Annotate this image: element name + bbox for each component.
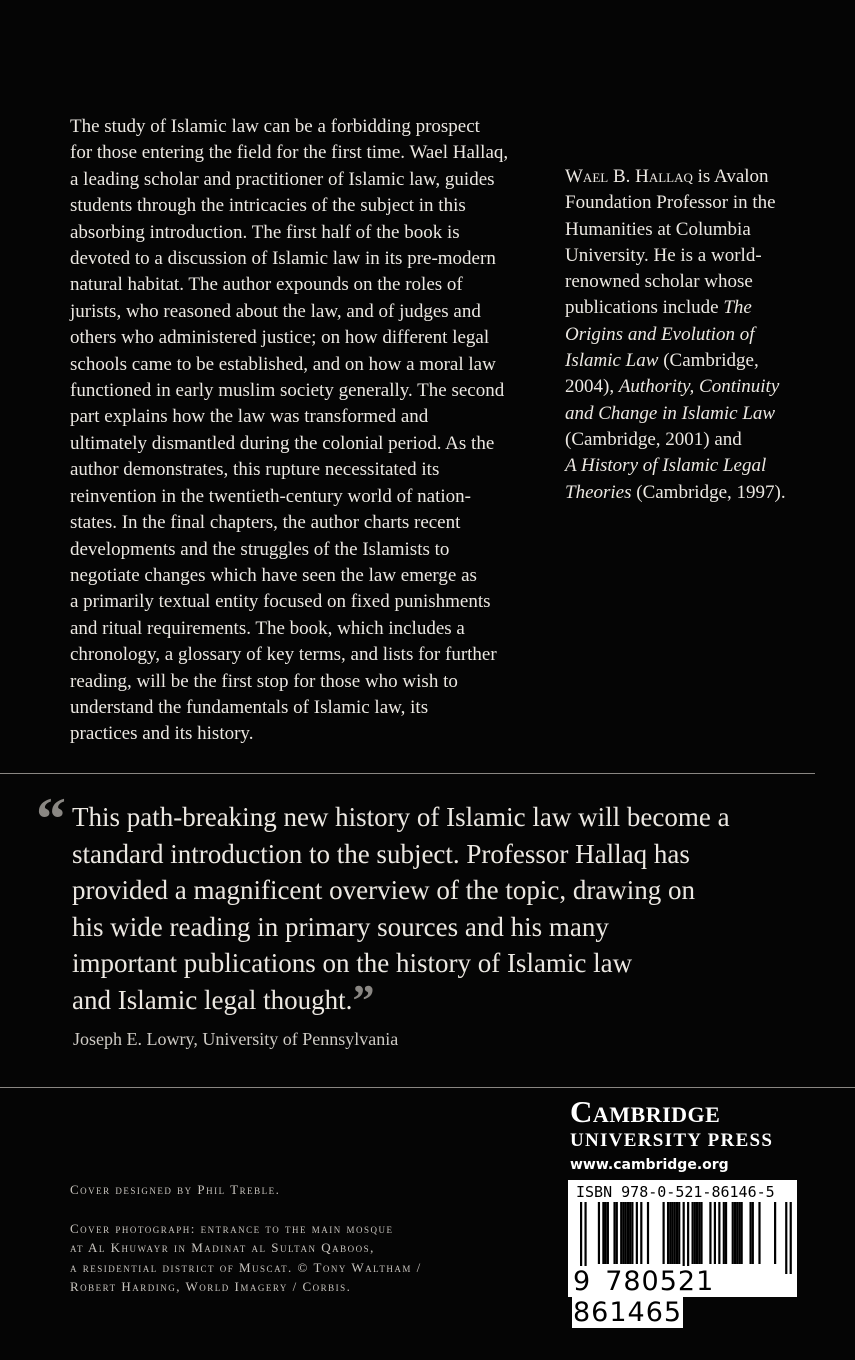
bio-text: is Avalon [692,166,769,187]
barcode-bar [732,1202,734,1264]
blurb-line: ultimately dismantled during the colonial period. As the [70,432,495,454]
blurb-line: developments and the struggles of the Islamists to [70,538,450,560]
publisher-sub: UNIVERSITY PRESS [570,1130,774,1151]
barcode-bar [629,1202,631,1264]
blurb-line: The study of Islamic law can be a forbidding prospect [70,116,480,137]
blurb-line: jurists, who reasoned about the law, and of judges and [70,300,481,322]
isbn-barcode [568,1180,797,1328]
barcode-bar [752,1202,754,1264]
close-quote-icon: ” [352,975,375,1025]
ean-left: 780521 [605,1266,715,1297]
blurb-line: chronology, a glossary of key terms, and lists for further [70,644,497,666]
barcode-bar [622,1202,624,1264]
divider-bottom [0,1087,855,1088]
barcode-bar [620,1202,622,1264]
bio-line [565,348,855,374]
quote-line: his wide reading in primary sources and his many [72,911,609,942]
bio-line [565,164,855,190]
bio-text: (Cambridge, [658,350,759,372]
blurb-line: absorbing introduction. The first half of the book is [70,221,460,243]
blurb-line: natural habitat. The author expounds on the roles of [70,274,463,296]
ean-right: 861465 [573,1297,683,1328]
blurb-line: negotiate changes which have seen the law emerge as [70,564,477,586]
open-quote-icon: “ [36,786,66,852]
barcode-bar [725,1202,727,1264]
blurb-line: students through the intricacies of the subject in this [70,195,466,217]
cover-credits [70,1180,422,1297]
barcode-bar [694,1202,696,1264]
quote-line: provided a magnificent overview of the topic, drawing on [72,875,696,906]
barcode-bar [616,1202,618,1264]
bio-line [565,190,855,216]
barcode-bar [674,1202,676,1264]
book-title: A History of Islamic Legal [565,455,767,477]
barcode-bars [580,1202,792,1274]
barcode-bar [613,1202,615,1264]
blurb-line: schools came to be established, and on how a moral law [70,353,496,375]
blurb-line: devoted to a discussion of Islamic law in its pre-modern [70,248,496,270]
barcode-bar [683,1202,685,1274]
quote-line: This path-breaking new history of Islamic law will become a [72,802,730,832]
barcode-bar [696,1202,698,1264]
photo-credit-line: Cover photograph: entrance to the main mosque [70,1220,394,1236]
barcode-bar [738,1202,740,1264]
quote-line [36,975,730,1025]
barcode-bar [709,1202,711,1264]
barcode-bar [741,1202,743,1264]
bio-line [565,295,855,321]
bio-text: Foundation Professor in the [565,192,776,214]
barcode-bar [734,1202,736,1264]
blurb-line: a leading scholar and practitioner of Islamic law, guides [70,168,495,190]
barcode-bar [714,1202,716,1264]
barcode-bar [749,1202,751,1264]
blurb-line: for those entering the field for the first time. Wael Hallaq, [70,142,509,164]
barcode-bar [785,1202,787,1274]
bio-line [565,322,855,348]
photo-credit-line: a residential district of Muscat. © Tony Waltham / [70,1259,422,1275]
divider-top [0,773,815,774]
bio-text: renowned scholar whose [565,271,753,293]
barcode-bar [718,1202,720,1264]
barcode-bar [636,1202,638,1264]
bio-line [565,217,855,243]
barcode-bar [736,1202,738,1264]
barcode-bar [723,1202,725,1264]
bio-line [565,453,855,479]
blurb-line: author demonstrates, this rupture necessitated its [70,459,440,481]
bio-line [565,427,855,453]
barcode-bar [580,1202,582,1274]
barcode-bar [607,1202,609,1264]
book-title: Authority, Continuity [618,376,780,398]
ean-digits [572,1266,797,1328]
barcode-bar [758,1202,760,1264]
photo-credit-line: at Al Khuwayr in Madinat al Sultan Qaboos, [70,1240,375,1255]
barcode-bar [700,1202,702,1264]
barcode-bar [774,1202,776,1264]
bio-line [565,374,855,400]
barcode-bar [678,1202,680,1264]
bio-text: publications include [565,297,724,319]
author-bio [565,164,855,506]
blurb-line: part explains how the law was transformed and [70,406,429,428]
barcode-bar [667,1202,669,1264]
barcode-bar [602,1202,604,1264]
photo-credit-line: Robert Harding, World Imagery / Corbis. [70,1279,352,1294]
blurb-line: reading, will be the first stop for those who wish to [70,670,458,692]
barcode-bar [627,1202,629,1264]
blurb-line: practices and its history. [70,723,254,745]
ean-first: 9 [573,1266,592,1297]
blurb-line: understand the fundamentals of Islamic law, its [70,696,429,718]
quote-line: standard introduction to the subject. Professor Hallaq has [72,838,690,869]
designer-credit: Cover designed by Phil Treble. [70,1182,281,1197]
barcode-bar [687,1202,689,1274]
barcode-bar [663,1202,665,1264]
barcode-bar [584,1202,586,1274]
blurb-line: states. In the final chapters, the author charts recent [70,512,461,534]
bio-text: Wael B. Hallaq [565,166,693,187]
publisher-logo [570,1094,773,1178]
blurb-line: others who administered justice; on how different legal [70,327,490,349]
bio-line [565,243,855,269]
blurb-line: reinvention in the twentieth-century world of nation- [70,485,471,507]
quote-line: important publications on the history of Islamic law [72,948,633,979]
book-title: The [723,297,752,319]
book-title: and Change in Islamic Law [565,402,776,424]
description-blurb [70,114,550,748]
bio-line [565,480,855,506]
barcode-bar [671,1202,673,1264]
isbn-text: ISBN 978-0-521-86146-5 [576,1183,775,1201]
publisher-url: www.cambridge.org [570,1157,729,1173]
bio-line [565,401,855,427]
book-title: Theories [565,481,632,503]
book-title: Islamic Law [565,350,659,372]
barcode-bar [698,1202,700,1264]
barcode-bar [676,1202,678,1264]
bio-text: Humanities at Columbia [565,218,751,240]
barcode-bar [669,1202,671,1264]
bio-text: (Cambridge, 2001) and [565,428,742,450]
publisher-name: Cambridge [570,1094,721,1129]
blurb-line: a primarily textual entity focused on fixed punishments [70,591,491,613]
barcode-bar [790,1202,792,1274]
quote-text: and Islamic legal thought. [72,984,353,1015]
bio-text: 2004), [565,376,619,398]
blurb-line: and ritual requirements. The book, which includes a [70,617,465,639]
endorsement-quote [36,786,730,1025]
barcode-bar [605,1202,607,1264]
barcode-bar [692,1202,694,1264]
book-title: Origins and Evolution of [565,323,755,345]
bio-text: (Cambridge, 1997). [631,481,786,503]
barcode-bar [625,1202,627,1264]
barcode-bar [640,1202,642,1264]
blurb-line: functioned in early muslim society generally. The second [70,380,505,402]
barcode-bar [631,1202,633,1264]
barcode-bar [647,1202,649,1264]
quote-attribution: Joseph E. Lowry, University of Pennsylvania [73,1029,399,1049]
bio-text: University. He is a world- [565,244,762,266]
barcode-bar [598,1202,600,1264]
bio-line [565,269,855,295]
